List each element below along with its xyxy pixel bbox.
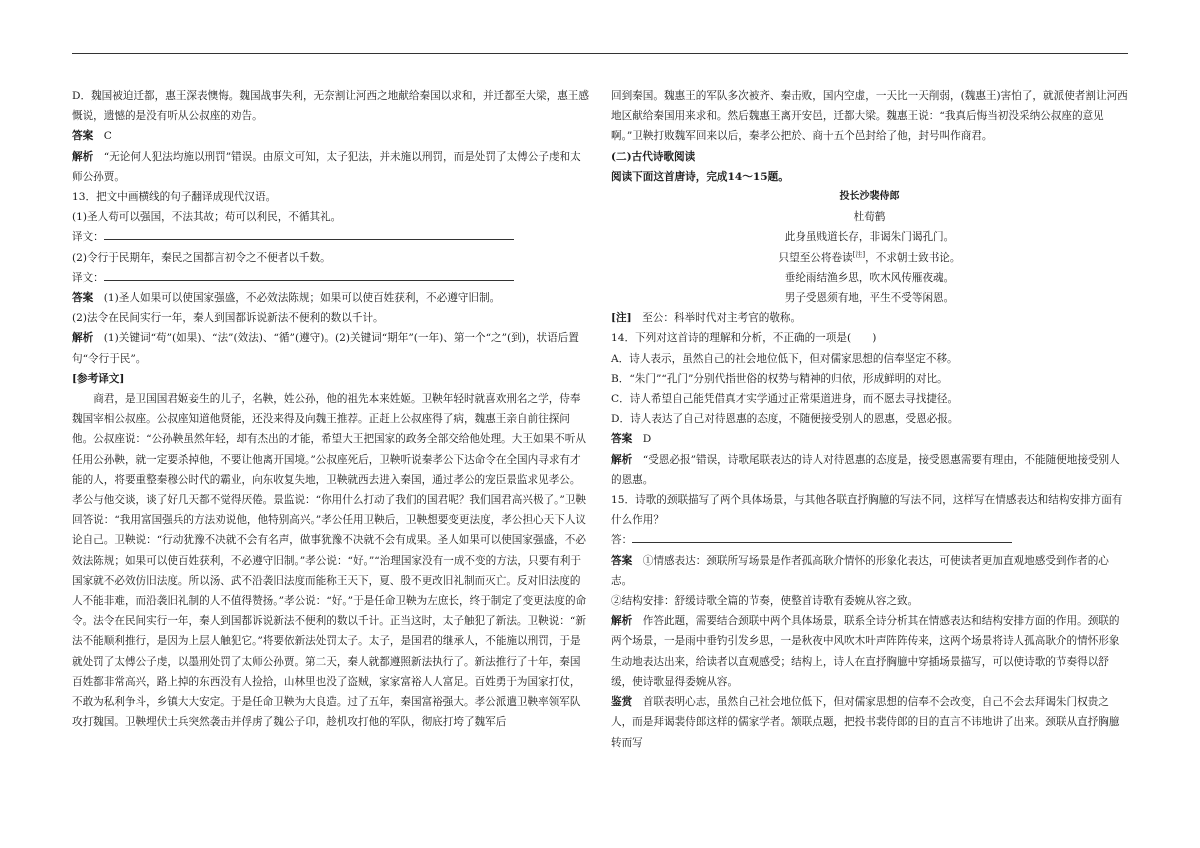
answer-label: 答案 xyxy=(72,292,94,305)
answer-text: ①情感表达：颈联所写场景是作者孤高耿介情怀的形象化表达，可使读者更加直观地感受到作者的心志。 xyxy=(611,554,1109,587)
analysis-text: 作答此题，需要结合颈联中两个具体场景，联系全诗分析其在情感表达和结构安排方面的作用。颈联的两个场景，一是雨中垂钓引发乡思，一是秋夜中风吹木叶声阵阵传来，这两个场景将诗人孤高耿介的情怀形象生动地表达出来，给读者以直观感受；结构上，诗人在直抒胸臆中穿插场景描写，可以使诗歌的节奏得以舒缓，使诗歌显得委婉从容。 xyxy=(611,615,1120,688)
poem-title: 投长沙裴侍郎 xyxy=(839,191,900,203)
poem-line-part: ，不求朝士致书论。 xyxy=(865,251,961,264)
option-b: B．“朱门”“孔门”分别代指世俗的权势与精神的归依，形成鲜明的对比。 xyxy=(611,372,948,385)
poem-line-part: 只望至公将卷读 xyxy=(778,251,853,264)
analysis-label: 解析 xyxy=(611,453,633,466)
reference-translation-title: [参考译文] xyxy=(72,372,125,385)
poem-author: 杜荀鹤 xyxy=(853,211,886,224)
analysis-label: 解析 xyxy=(72,150,94,163)
answer-14 xyxy=(611,429,1128,449)
answer-blank[interactable] xyxy=(104,269,514,281)
section-title: (二)古代诗歌阅读 xyxy=(611,150,696,163)
answer-13-2: (2)法令在民间实行一年，秦人到国都诉说新法不便利的数以千计。 xyxy=(72,312,384,325)
poem-line xyxy=(611,248,1128,268)
translation-line-1[interactable] xyxy=(72,227,590,247)
reading-instruction: 阅读下面这首唐诗，完成14～15题。 xyxy=(611,170,789,183)
translation-label: 译文： xyxy=(72,231,104,244)
answer-value: D xyxy=(642,433,652,446)
analysis-14 xyxy=(611,450,1128,490)
answer-line[interactable] xyxy=(611,530,1128,550)
analysis-text: (1)关键词“苟”(如果)、“法”(效法)、“循”(遵守)。(2)关键词“期年”(一年)、第一个“之”(到)，状语后置句“令行于民”。 xyxy=(72,332,579,365)
appreciation-label: 鉴赏 xyxy=(611,696,633,709)
answer-blank[interactable] xyxy=(632,531,1012,543)
question-15: 15．诗歌的颈联描写了两个具体场景，与其他各联直抒胸臆的写法不同，这样写在情感表达和结构安排方面有什么作用？ xyxy=(611,494,1123,527)
translation-line-2[interactable] xyxy=(72,268,590,288)
answer-label: 答案 xyxy=(611,433,633,446)
note-label: [注] xyxy=(611,312,632,325)
answer-value: C xyxy=(103,130,112,143)
analysis-12 xyxy=(72,147,590,187)
translation-label: 译文： xyxy=(72,271,104,284)
option-c: C．诗人希望自己能凭借真才实学通过正常渠道进身，而不愿去寻找捷径。 xyxy=(611,393,959,406)
answer-15-2: ②结构安排：舒缓诗歌全篇的节奏，使整首诗歌有委婉从容之致。 xyxy=(611,595,919,608)
answer-text: (1)圣人如果可以使国家强盛，不必效法陈规；如果可以使百姓获利，不必遵守旧制。 xyxy=(103,292,501,305)
answer-13-1 xyxy=(72,288,590,308)
question-14: 14．下列对这首诗的理解和分析，不正确的一项是( ) xyxy=(611,332,877,345)
analysis-text: “无论何人犯法均施以刑罚”错误。由原文可知，太子犯法，并未施以刑罚，而是处罚了太傅公子虔和太师公孙贾。 xyxy=(72,150,581,183)
note-text: 至公：科举时代对主考官的敬称。 xyxy=(642,312,802,325)
appreciation-text: 首联表明心志，虽然自己社会地位低下，但对儒家思想的信奉不会改变，自己不会去拜谒朱门权贵之人，而是拜谒裴侍郎这样的儒家学者。颔联点题，把投书裴侍郎的目的直言不讳地讲了出来。颈联从直抒胸臆转而写 xyxy=(611,696,1120,749)
question-13-2: (2)令行于民期年，秦民之国都言初令之不便者以千数。 xyxy=(72,251,331,264)
question-13: 13．把文中画横线的句子翻译成现代汉语。 xyxy=(72,191,277,204)
analysis-15 xyxy=(611,611,1128,692)
poem-block xyxy=(611,187,1128,308)
option-a: A．诗人表示，虽然自己的社会地位低下，但对儒家思想的信奉坚定不移。 xyxy=(611,352,958,365)
footnote-mark: [注] xyxy=(852,250,866,259)
answer-blank[interactable] xyxy=(104,228,514,240)
page-top-rule xyxy=(72,53,1128,54)
question-13-1: (1)圣人苟可以强国，不法其故；苟可以利民，不循其礼。 xyxy=(72,211,342,224)
poem-note xyxy=(611,308,1128,328)
answer-15-1 xyxy=(611,551,1128,591)
option-d: D．魏国被迫迁都，惠王深表懊悔。魏国战事失利，无奈割让河西之地献给秦国以求和，并迁都至大梁，惠王感慨说，遗憾的是没有听从公叔座的劝告。 xyxy=(72,90,589,123)
right-column xyxy=(611,86,1128,753)
answer-12 xyxy=(72,126,590,146)
analysis-label: 解析 xyxy=(72,332,94,345)
appreciation xyxy=(611,692,1128,753)
analysis-label: 解析 xyxy=(611,615,633,628)
reference-translation-text: 商君，是卫国国君姬妾生的儿子，名鞅，姓公孙，他的祖先本来姓姬。卫鞅年轻时就喜欢刑名之学，侍奉魏国宰相公叔座。公叔座知道他贤能，还没来得及向魏王推荐。正赶上公叔座得了病，魏惠王亲自前往探问他。公叔座说：“公孙鞅虽然年轻，却有杰出的才能，希望大王把国家的政务全部交给他处理。大王如果不听从任用公孙鞅，就一定要杀掉他，不要让他离开国境。”公叔座死后，卫鞅听说秦孝公下达命令在全国内寻求有才能的人，将要重整秦穆公时代的霸业，向东收复失地，卫鞅就西去进入秦国，通过孝公的宠臣景监求见孝公。孝公与他交谈，谈了好几天都不觉得厌倦。景监说：“你用什么打动了我们的国君呢？我们国君高兴极了。”卫鞅回答说：“我用富国强兵的方法劝说他，他特别高兴。”孝公任用卫鞅后，卫鞅想要变更法度，孝公担心天下人议论自己。卫鞅说：“行动犹豫不决就不会有名声，做事犹豫不决就不会有成果。圣人如果可以使国家强盛，不必效法陈规；如果可以使百姓获利，不必遵守旧制。”孝公说：“好。”“治理国家没有一成不变的方法，只要有利于国家就不必效仿旧法度。所以汤、武不沿袭旧法度而能称王天下，夏、殷不更改旧礼制而灭亡。反对旧法度的人不能非难，而沿袭旧礼制的人不值得赞扬。”孝公说：“好。”于是任命卫鞅为左庶长，终于制定了变更法度的命令。法令在民间实行一年，秦人到国都诉说新法不便利的数以千计。正当这时，太子触犯了新法。卫鞅说：“新法不能顺利推行，是因为上层人触犯它。”将要依新法处罚太子。太子，是国君的继承人，不能施以刑罚，于是就处罚了太傅公子虔，以墨刑处罚了太师公孙贾。第二天，秦人就都遵照新法执行了。新法推行了十年，秦国百姓都非常高兴，路上掉的东西没有人捡拾，山林里也没了盗贼，家家富裕人人富足。百姓勇于为国家打仗，不敢为私利争斗，乡镇大大安定。于是任命卫鞅为大良造。过了五年，秦国富裕强大。孝公派遣卫鞅率领军队攻打魏国。卫鞅埋伏士兵突然袭击并俘虏了魏公子卬，趁机攻打他的军队，彻底打垮了魏军后 xyxy=(72,393,587,729)
analysis-13 xyxy=(72,328,590,368)
poem-line: 男子受恩须有地，平生不受等闲恩。 xyxy=(784,292,955,305)
poem-line: 此身虽贱道长存，非谒朱门谒孔门。 xyxy=(784,231,955,244)
reference-translation-continued: 回到秦国。魏惠王的军队多次被齐、秦击败，国内空虚，一天比一天削弱，(魏惠王)害怕了，就派使者割让河西地区献给秦国用来求和。然后魏惠王离开安邑，迁都大梁。魏惠王说：“我真后悔当初没采纳公叔座的意见啊。”卫鞅打败魏军回来以后，秦孝公把於、商十五个邑封给了他，封号叫作商君。 xyxy=(611,90,1128,143)
answer-prefix: 答： xyxy=(611,534,633,547)
poem-line: 垂纶雨结渔乡思，吹木风传雁夜魂。 xyxy=(784,271,955,284)
answer-label: 答案 xyxy=(611,554,633,567)
option-d: D．诗人表达了自己对待恩惠的态度，不随便接受别人的恩惠，受恩必报。 xyxy=(611,413,959,426)
left-column xyxy=(72,86,590,733)
answer-label: 答案 xyxy=(72,130,94,143)
analysis-text: “受恩必报”错误，诗歌尾联表达的诗人对待恩惠的态度是，接受恩惠需要有理由，不能随便地接受别人的恩惠。 xyxy=(611,453,1120,486)
